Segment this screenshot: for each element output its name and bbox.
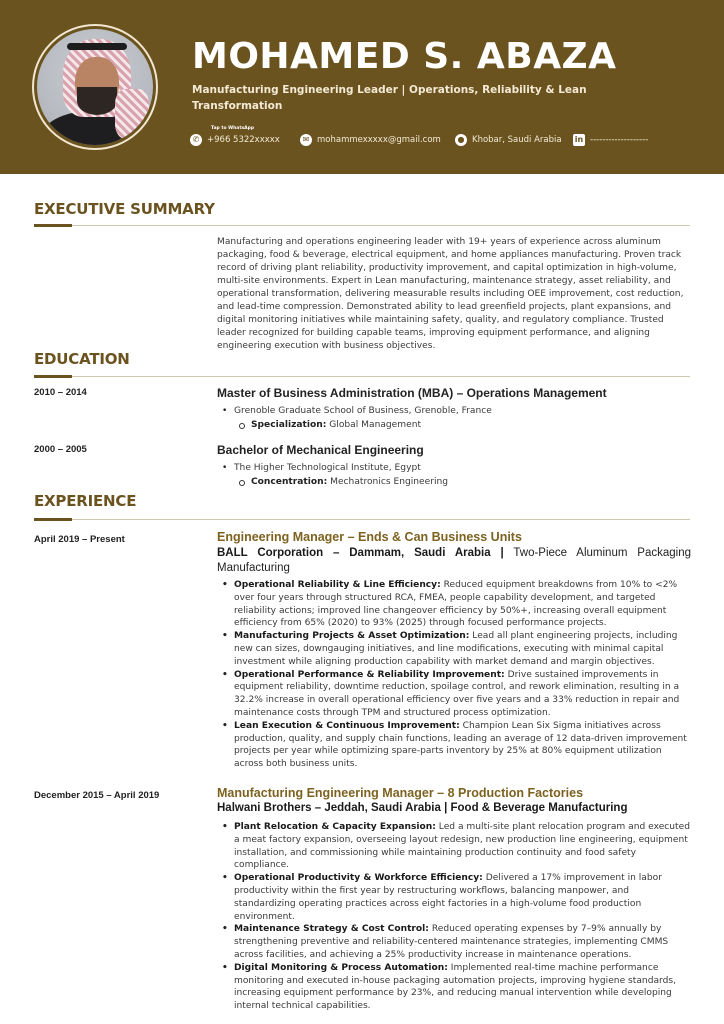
photo-agal: [67, 43, 127, 50]
phone-text[interactable]: +966 5322xxxxx: [207, 135, 280, 145]
job-bullet: [234, 720, 692, 771]
job-bullets: [234, 579, 692, 771]
job-dates: April 2019 – Present: [34, 534, 125, 545]
linkedin-text[interactable]: -------------------: [590, 135, 649, 145]
company-industry: Two-Piece Aluminum Packaging Manufacturing: [217, 547, 691, 574]
location-pin-icon: ●: [455, 134, 467, 146]
company-name: Halwani Brothers – Jeddah, Saudi Arabia | Food & Beverage Manufacturing: [217, 802, 628, 814]
job-bullet: [234, 962, 692, 1013]
photo-scarf-drape: [115, 89, 149, 139]
detail-label: Concentration:: [251, 477, 328, 487]
section-divider: [34, 376, 690, 377]
section-title-experience: EXPERIENCE: [34, 492, 137, 510]
email-icon: ✉: [300, 134, 312, 146]
bullet-text: Reduced equipment breakdowns from 10% to <2% over four years through structured RCA, FMEA, people capability development, and targeted reliability actions; improved line changeover efficiency by 50%+, increasing overall equipment efficiency from 65% (2020) to 93% (2025) through focused performance projects.: [234, 580, 678, 629]
job-bullet: [234, 630, 692, 668]
bullet-label: Operational Reliability & Line Efficiency:: [234, 580, 441, 590]
job-dates: December 2015 – April 2019: [34, 790, 160, 801]
bullet-text: Led a multi-site plant relocation program and executed a meat factory expansion, overseeing layout redesign, new production line engineering, equipment installation, and commissioning while maintaining production continuity and food safety compliance.: [234, 822, 690, 871]
bullet-label: Digital Monitoring & Process Automation:: [234, 962, 448, 973]
education-degree: Bachelor of Mechanical Engineering: [217, 443, 424, 457]
resume-header: [0, 0, 724, 174]
profile-photo-frame: [32, 24, 158, 150]
candidate-name: MOHAMED S. ABAZA: [192, 36, 617, 77]
section-divider: [34, 519, 690, 520]
section-divider: [34, 225, 690, 226]
job-company: [217, 801, 691, 816]
divider-accent: [34, 375, 72, 378]
bullet-label: Maintenance Strategy & Cost Control:: [234, 924, 429, 935]
education-dates: 2000 – 2005: [34, 444, 87, 455]
section-title-education: EDUCATION: [34, 350, 130, 368]
profile-photo: [37, 29, 153, 145]
contact-bar: [190, 128, 710, 152]
contact-phone[interactable]: [190, 128, 280, 152]
job-bullet: [234, 923, 692, 961]
detail-value: Mechatronics Engineering: [327, 477, 449, 487]
bullet-label: Operational Performance & Reliability Improvement:: [234, 669, 505, 680]
bullet-label: Plant Relocation & Capacity Expansion:: [234, 822, 436, 832]
education-dates: 2010 – 2014: [34, 387, 87, 398]
bullet-label: Operational Productivity & Workforce Efficiency:: [234, 873, 483, 884]
education-specialization: [234, 418, 492, 432]
divider-accent: [34, 518, 72, 521]
job-company: [217, 546, 691, 576]
education-details: [234, 404, 492, 432]
detail-value: Global Management: [326, 420, 422, 430]
job-bullet: [234, 821, 692, 872]
education-details: [234, 461, 448, 489]
education-school: • Grenoble Graduate School of Business, Grenoble, France: [234, 404, 492, 418]
bullet-text: Lead all plant engineering projects, including new can sizes, downgauging initiatives, and line modifications, executing with minimal capital investment while aligning production capability with market demand and margin objectives.: [234, 631, 678, 667]
job-bullet: [234, 872, 692, 923]
contact-linkedin[interactable]: [573, 128, 648, 152]
bullet-text: Reduced operating expenses by 7–9% annually by strengthening preventive and reliability-centered maintenance strategies, implementing CMMS across facilities, and achieving a 25% productivity increase in maintenance operations.: [234, 924, 669, 960]
bullet-text: Delivered a 17% improvement in labor productivity within the first year by restructuring workflows, balancing manpower, and standardizing operating practices across eight factories in a high-volume food production environment.: [234, 873, 662, 922]
job-bullet: [234, 579, 692, 630]
bullet-text: Drive sustained improvements in equipment reliability, downtime reduction, spoilage control, and rework elimination, resulting in a 32.2% increase in overall operational efficiency over five years and a 33% reduction in repair and maintenance costs through TPM and structured process optimization.: [234, 669, 680, 718]
bullet-text: Champion Lean Six Sigma initiatives across production, quality, and supply chain functions, leading an average of 12 data-driven improvement projects per year while optimizing spare-parts inventory by 25% at 80% equipment utilization across both business units.: [234, 720, 687, 770]
candidate-tagline: Manufacturing Engineering Leader | Operations, Reliability & Lean Transformation: [192, 84, 587, 112]
bullet-text: Implemented real-time machine performance monitoring and executed in-house packaging automation projects, improving hygiene standards, increasing equipment performance by 23%, and reducing manual intervention while developing internal technical capabilities.: [234, 962, 677, 1012]
company-name: BALL Corporation – Dammam, Saudi Arabia |: [217, 547, 504, 559]
detail-label: Specialization:: [251, 420, 327, 430]
phone-icon: ✆: [190, 134, 202, 146]
location-text: Khobar, Saudi Arabia: [472, 135, 562, 145]
job-title: Engineering Manager – Ends & Can Business Units: [217, 530, 522, 544]
email-text[interactable]: mohammexxxxx@gmail.com: [317, 135, 441, 145]
bullet-label: Lean Execution & Continuous Improvement:: [234, 720, 460, 731]
education-degree: Master of Business Administration (MBA) – Operations Management: [217, 386, 607, 400]
education-school: • The Higher Technological Institute, Egypt: [234, 461, 448, 475]
whatsapp-note: Tap to WhatsApp: [211, 126, 255, 131]
contact-email[interactable]: [300, 128, 441, 152]
contact-location: [455, 128, 562, 152]
education-concentration: [234, 475, 448, 489]
bullet-label: Manufacturing Projects & Asset Optimization:: [234, 631, 470, 642]
linkedin-icon: in: [574, 135, 584, 144]
summary-text: Manufacturing and operations engineering leader with 19+ years of experience across aluminum packaging, food & beverage, electrical equipment, and home appliances manufacturing. Proven track record of driving plant reliability, productivity improvement, and capital optimization in high-volume, multi-site environments. Expert in Lean manufacturing, maintenance strategy, asset reliability, and operational transformation, delivering measurable results including OEE improvement, cost reduction, and lead-time compression. Demonstrated ability to lead greenfield projects, plant expansions, and digital monitoring initiatives while maintaining safety, quality, and regulatory compliance. Trusted leader recognized for building capable teams, improving equipment performance, and aligning engineering execution with business objectives.: [217, 237, 684, 351]
divider-accent: [34, 224, 72, 227]
photo-beard: [77, 87, 117, 115]
job-bullets: [234, 821, 692, 1013]
job-title: Manufacturing Engineering Manager – 8 Production Factories: [217, 786, 584, 800]
section-title-summary: EXECUTIVE SUMMARY: [34, 200, 215, 218]
job-bullet: [234, 669, 692, 720]
